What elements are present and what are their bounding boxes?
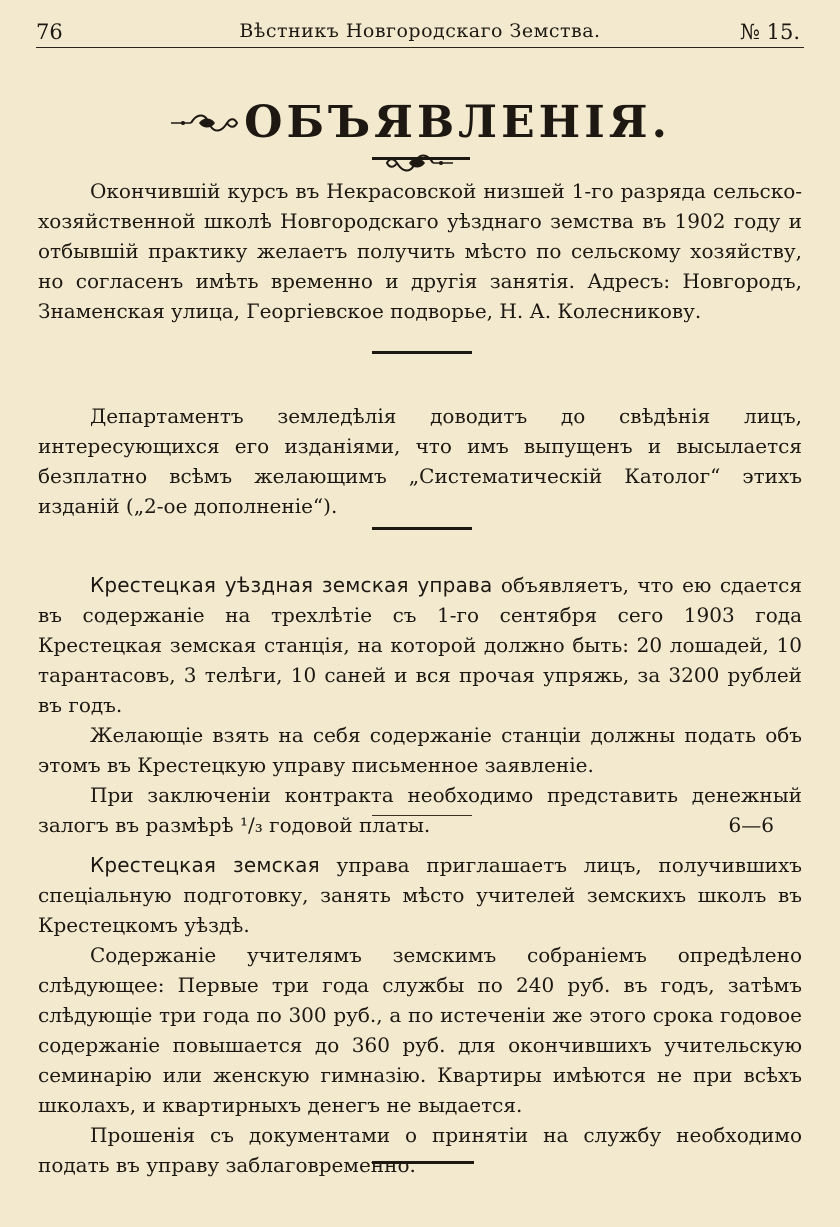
announcement-paragraph: Департаментъ земледѣлія доводитъ до свѣдѣнія лицъ, интересующихся его изданіями, что имъ выпущенъ и высылается безплатно всѣмъ желающимъ „Систематическій Католог“ этихъ изданій („2-ое дополненіе“).: [38, 404, 802, 518]
header-rule: [36, 47, 804, 48]
journal-title: Вѣстникъ Новгородскаго Земства.: [239, 20, 601, 42]
section-heading-block: [150, 95, 690, 151]
repeat-mark: 6—6: [728, 813, 774, 837]
running-header: [36, 18, 804, 48]
announcement-1: [38, 176, 802, 326]
left-ornament-icon: [169, 111, 239, 135]
divider: [372, 1161, 474, 1164]
announcement-4: [38, 850, 802, 1180]
announcement-paragraph: Крестецкая уѣздная земская управа объявляетъ, что ею сдается въ содержаніе на трехлѣтіе съ 1-го сентября сего 1903 года Крестецкая земская станція, на которой должно быть: 20 лошадей, 10 тарантасовъ, 3 телѣги, 10 саней и вся прочая упряжь, за 3200 рублей въ годъ.: [38, 573, 803, 717]
right-ornament-icon: [385, 151, 455, 175]
announcement-paragraph: Желающіе взять на себя содержаніе станціи должны подать объ этомъ въ Крестецкую управу письменное заявленіе.: [38, 723, 802, 777]
announcement-paragraph: Окончившій курсъ въ Некрасовской низшей 1-го разряда сельско-хозяйственной школѣ Новгородскаго уѣзднаго земства въ 1902 году и отбывшій практику желаетъ получить мѣсто по сельскому хозяйству, но согласенъ имѣть временно и другія занятія. Адресъ: Новгородъ, Знаменская улица, Георгіевское подворье, Н. А. Колесникову.: [38, 179, 802, 323]
divider: [372, 527, 472, 530]
issue-number: № 15.: [740, 20, 800, 44]
announcement-lead: Крестецкая земская: [90, 853, 320, 877]
announcement-3: [38, 570, 802, 840]
page-number: 76: [36, 20, 63, 44]
announcement-lead: Крестецкая уѣздная земская управа: [90, 573, 493, 597]
divider: [372, 351, 472, 354]
section-heading: ОБЪЯВЛЕНІЯ.: [244, 97, 671, 148]
divider: [372, 815, 472, 816]
announcement-paragraph: Содержаніе учителямъ земскимъ собраніемъ опредѣлено слѣдующее: Первые три года службы по 240 руб. въ годъ, затѣмъ слѣдующіе три года по 300 руб., а по истеченіи же этого срока годовое содержаніе повышается до 360 руб. для окончившихъ учительскую семинарію или женскую гимназію. Квартиры имѣются не при всѣхъ школахъ, и квартирныхъ денегъ не выдается.: [38, 943, 802, 1117]
announcement-paragraph: Прошенія съ документами о принятіи на службу необходимо подать въ управу заблаговременно.: [38, 1123, 802, 1177]
announcement-paragraph: Крестецкая земская управа приглашаетъ лицъ, получившихъ спеціальную подготовку, занять мѣсто учителей земскихъ школъ въ Крестецкомъ уѣздѣ.: [38, 853, 802, 937]
announcement-paragraph: При заключеніи контракта необходимо представить денежный залогъ въ размѣрѣ ¹/₃ годовой платы. 6—6: [38, 780, 802, 840]
divider: [372, 157, 470, 160]
announcement-2: [38, 401, 802, 521]
